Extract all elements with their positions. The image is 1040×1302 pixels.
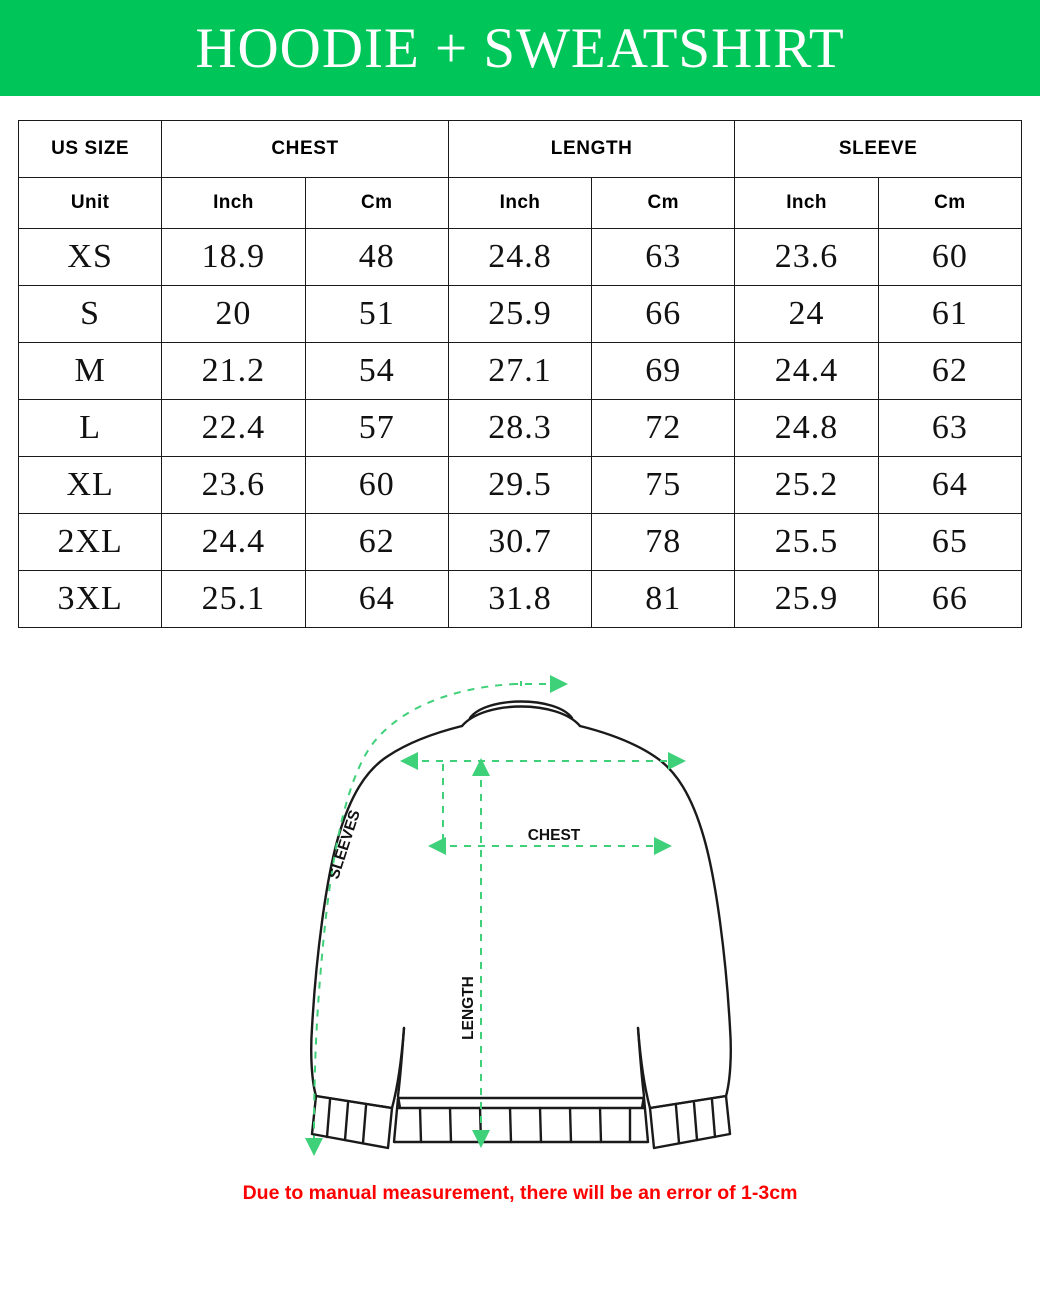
table-row xyxy=(19,229,1022,286)
table-row xyxy=(19,457,1022,514)
cell-chest-inch: 22.4 xyxy=(162,400,305,457)
column-header-sleeve: SLEEVE xyxy=(735,121,1022,178)
cell-length-inch: 24.8 xyxy=(448,229,591,286)
cell-length-inch: 29.5 xyxy=(448,457,591,514)
cell-length-cm: 66 xyxy=(592,286,735,343)
cell-sleeve-inch: 23.6 xyxy=(735,229,878,286)
cell-chest-cm: 64 xyxy=(305,571,448,628)
cell-sleeve-inch: 24 xyxy=(735,286,878,343)
sleeve-measure-line xyxy=(314,681,521,1146)
size-chart-table xyxy=(18,120,1022,628)
cell-size: L xyxy=(19,400,162,457)
cell-sleeve-inch: 25.9 xyxy=(735,571,878,628)
cell-chest-cm: 57 xyxy=(305,400,448,457)
cell-length-cm: 63 xyxy=(592,229,735,286)
cell-size: 3XL xyxy=(19,571,162,628)
cell-size: S xyxy=(19,286,162,343)
cell-sleeve-cm: 61 xyxy=(878,286,1021,343)
unit-label: Unit xyxy=(19,178,162,229)
length-label: LENGTH xyxy=(460,976,477,1040)
table-unit-row xyxy=(19,178,1022,229)
unit-length-inch: Inch xyxy=(448,178,591,229)
cell-sleeve-inch: 24.8 xyxy=(735,400,878,457)
cell-length-inch: 25.9 xyxy=(448,286,591,343)
cell-size: 2XL xyxy=(19,514,162,571)
cell-length-inch: 30.7 xyxy=(448,514,591,571)
unit-chest-inch: Inch xyxy=(162,178,305,229)
cell-size: XL xyxy=(19,457,162,514)
unit-chest-cm: Cm xyxy=(305,178,448,229)
cell-sleeve-cm: 65 xyxy=(878,514,1021,571)
cell-length-cm: 72 xyxy=(592,400,735,457)
page-header-banner xyxy=(0,0,1040,96)
cell-sleeve-cm: 62 xyxy=(878,343,1021,400)
table-row xyxy=(19,343,1022,400)
cell-chest-cm: 60 xyxy=(305,457,448,514)
cell-sleeve-inch: 25.5 xyxy=(735,514,878,571)
cell-length-cm: 69 xyxy=(592,343,735,400)
cell-length-inch: 27.1 xyxy=(448,343,591,400)
table-row xyxy=(19,571,1022,628)
cell-chest-cm: 51 xyxy=(305,286,448,343)
cell-sleeve-cm: 66 xyxy=(878,571,1021,628)
column-header-us-size: US SIZE xyxy=(19,121,162,178)
column-header-chest: CHEST xyxy=(162,121,449,178)
table-row xyxy=(19,514,1022,571)
page-title: HOODIE + SWEATSHIRT xyxy=(195,16,845,80)
measurement-diagram xyxy=(0,656,1040,1176)
cell-sleeve-cm: 63 xyxy=(878,400,1021,457)
cell-sleeve-inch: 24.4 xyxy=(735,343,878,400)
cell-chest-inch: 21.2 xyxy=(162,343,305,400)
cell-chest-inch: 24.4 xyxy=(162,514,305,571)
sleeves-label: SLEEVES xyxy=(325,807,364,882)
cell-size: XS xyxy=(19,229,162,286)
cell-chest-inch: 18.9 xyxy=(162,229,305,286)
cell-chest-inch: 25.1 xyxy=(162,571,305,628)
cell-sleeve-inch: 25.2 xyxy=(735,457,878,514)
unit-sleeve-cm: Cm xyxy=(878,178,1021,229)
cell-chest-cm: 54 xyxy=(305,343,448,400)
cell-chest-inch: 23.6 xyxy=(162,457,305,514)
column-header-length: LENGTH xyxy=(448,121,735,178)
cell-length-cm: 81 xyxy=(592,571,735,628)
table-row xyxy=(19,286,1022,343)
cell-length-inch: 28.3 xyxy=(448,400,591,457)
cell-chest-inch: 20 xyxy=(162,286,305,343)
unit-sleeve-inch: Inch xyxy=(735,178,878,229)
cell-length-inch: 31.8 xyxy=(448,571,591,628)
cell-sleeve-cm: 64 xyxy=(878,457,1021,514)
cell-chest-cm: 62 xyxy=(305,514,448,571)
chest-label: CHEST xyxy=(527,827,581,844)
size-chart-container xyxy=(18,120,1022,628)
table-header-row xyxy=(19,121,1022,178)
table-row xyxy=(19,400,1022,457)
unit-length-cm: Cm xyxy=(592,178,735,229)
cell-chest-cm: 48 xyxy=(305,229,448,286)
sweatshirt-outline xyxy=(311,702,731,1149)
cell-sleeve-cm: 60 xyxy=(878,229,1021,286)
measurement-note: Due to manual measurement, there will be an error of 1-3cm xyxy=(242,1182,798,1204)
cell-length-cm: 75 xyxy=(592,457,735,514)
cell-size: M xyxy=(19,343,162,400)
cell-length-cm: 78 xyxy=(592,514,735,571)
